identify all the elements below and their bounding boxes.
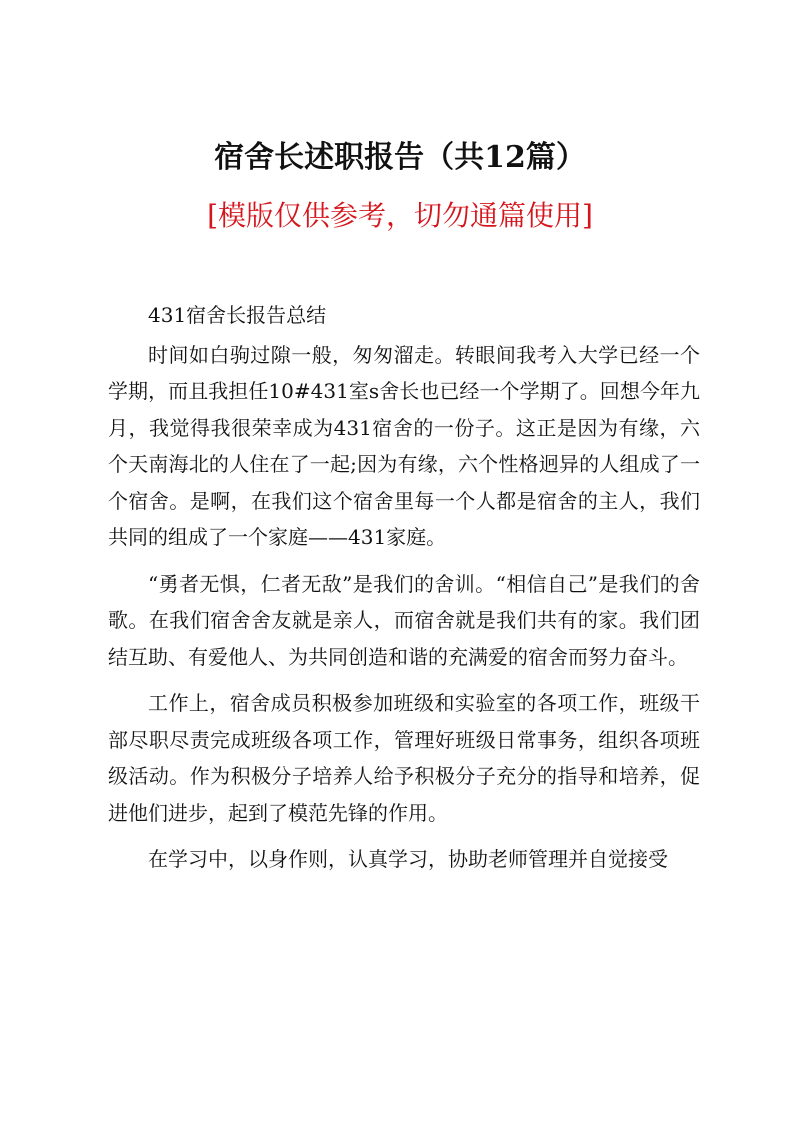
paragraph: 在学习中，以身作则，认真学习，协助老师管理并自觉接受 [148, 847, 668, 871]
document-title: 宿舍长述职报告（共12篇） [214, 140, 586, 175]
paragraph: “勇者无惧，仁者无敌”是我们的舍训。“相信自己”是我们的舍歌。在我们宿舍舍友就是亲人，而宿舍就是我们共有的家。我们团结互助、有爱他人、为共同创造和谐的充满爱的宿舍而努力奋斗。 [108, 571, 700, 669]
section-heading: 431宿舍长报告总结 [148, 303, 327, 327]
document-subtitle: [模版仅供参考，切勿通篇使用] [207, 199, 593, 232]
paragraph: 工作上，宿舍成员积极参加班级和实验室的各项工作，班级干部尽职尽责完成班级各项工作，管理好班级日常事务，组织各项班级活动。作为积极分子培养人给予积极分子充分的指导和培养，促进他们进步，起到了模范先锋的作用。 [108, 691, 700, 825]
document-body [108, 297, 700, 878]
paragraph: 时间如白驹过隙一般，匆匆溜走。转眼间我考入大学已经一个学期，而且我担任10#431室s舍长也已经一个学期了。回想今年九月，我觉得我很荣幸成为431宿舍的一份子。这正是因为有缘，六个天南海北的人住在了一起;因为有缘，六个性格迥异的人组成了一个宿舍。是啊，在我们这个宿舍里每一个人都是宿舍的主人，我们共同的组成了一个家庭——431家庭。 [108, 342, 700, 549]
